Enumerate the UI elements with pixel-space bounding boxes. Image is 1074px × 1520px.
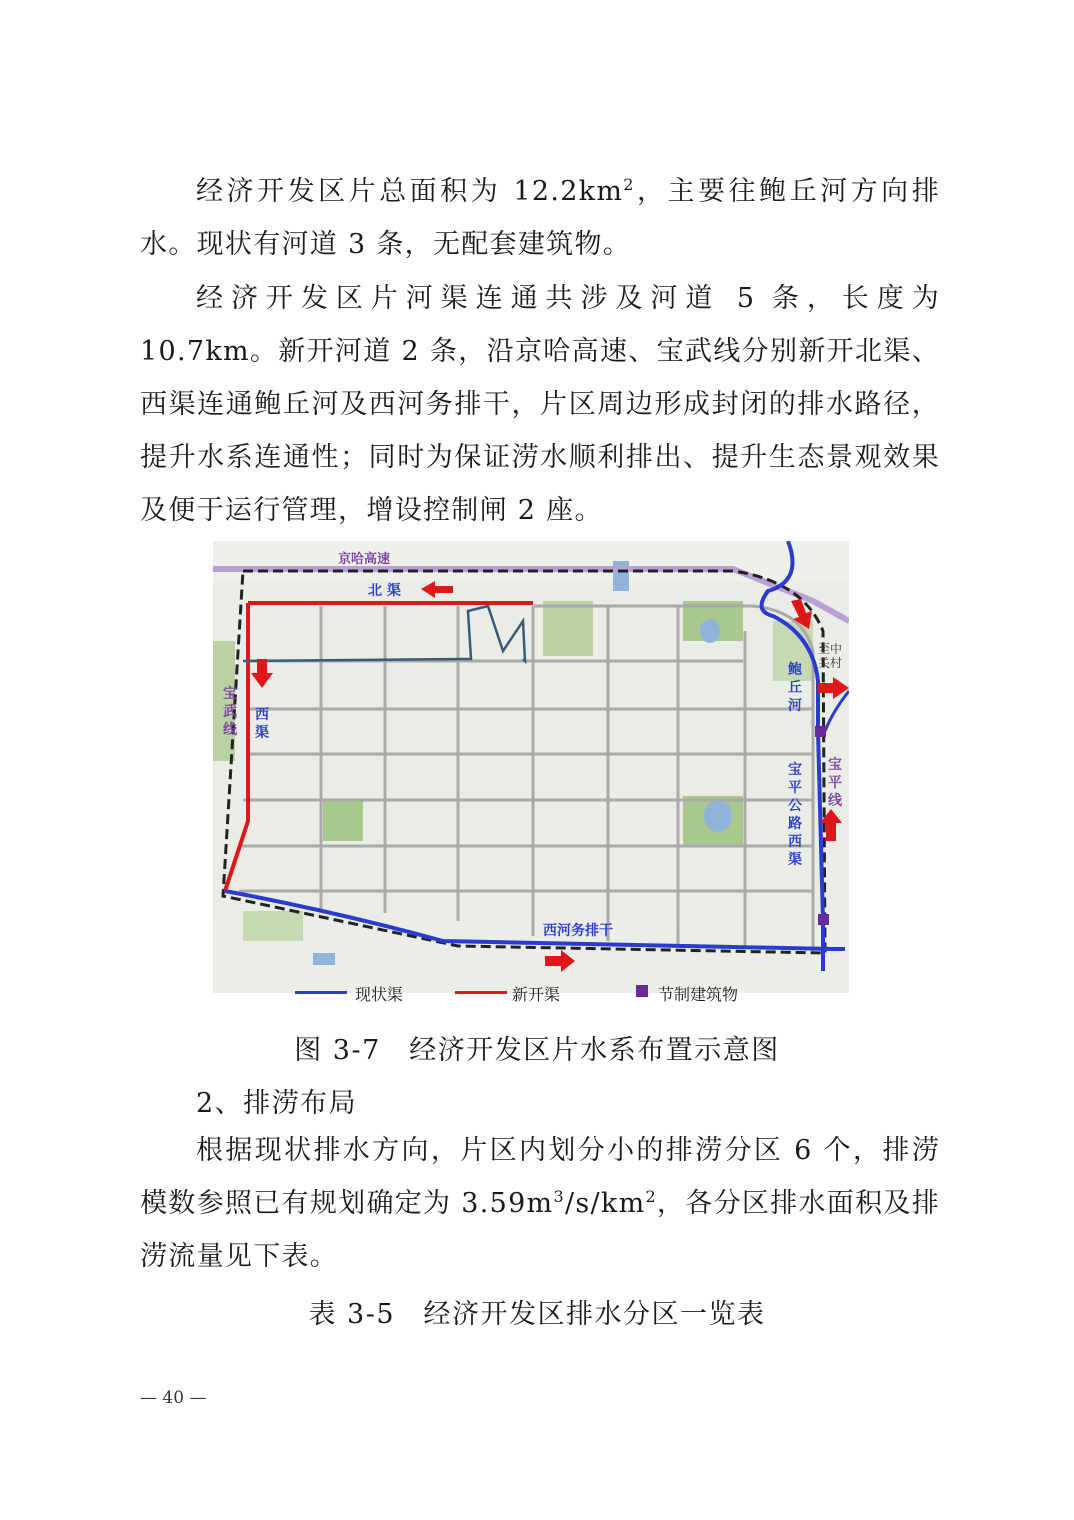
svg-text:线: 线 — [223, 722, 237, 738]
superscript: 2 — [623, 175, 635, 194]
paragraph-area-summary — [140, 165, 940, 271]
text-segment: 根据现状排水方向，片区内划分小的排涝分区 6 个，排涝模数参照已有规划确定为 3.59m — [140, 1135, 940, 1219]
control-structure-2 — [818, 914, 829, 925]
svg-text:线: 线 — [828, 793, 842, 809]
paragraph-river-connection: 经济开发区片河渠连通共涉及河道 5 条，长度为 10.7km。新开河道 2 条，沿京哈高速、宝武线分别新开北渠、西渠连通鲍丘河及西河务排干，片区周边形成封闭的排水路径，提升水系连通性；同时为保证涝水顺利排出、提升生态景观效果及便于运行管理，增设控制闸 2 座。 — [140, 283, 940, 526]
legend-existing-swatch — [295, 991, 347, 994]
label-baoping-line: 宝 — [828, 757, 842, 773]
svg-text:路: 路 — [788, 816, 802, 832]
label-baoping-west-canal: 宝 — [788, 762, 802, 778]
svg-text:平: 平 — [828, 775, 842, 791]
svg-text:河: 河 — [788, 698, 802, 714]
label-expressway: 京哈高速 — [338, 552, 391, 567]
svg-text:公: 公 — [788, 798, 802, 814]
text-segment: ，主要往鲍丘河方向排水。现状有河道 3 条，无配套建筑物。 — [140, 176, 941, 260]
page-number: — 40 — — [140, 1388, 207, 1408]
text-segment: ，各分区排水面积及排涝流量见下表。 — [140, 1188, 941, 1272]
text-segment: /s/km — [564, 1188, 646, 1219]
legend-structure-label: 节制建筑物 — [658, 985, 739, 1004]
legend-structure-swatch — [636, 985, 648, 997]
svg-text:丘: 丘 — [788, 680, 802, 696]
figure-caption: 图 3-7 经济开发区片水系布置示意图 — [294, 1035, 780, 1066]
control-structure-1 — [815, 726, 826, 737]
label-to-zhongguancun: 至中 — [818, 642, 843, 656]
superscript: 2 — [645, 1187, 657, 1206]
svg-text:平: 平 — [788, 780, 802, 796]
table-caption: 表 3-5 经济开发区排水分区一览表 — [308, 1299, 766, 1330]
svg-text:西: 西 — [788, 834, 802, 850]
legend-new-swatch — [455, 991, 507, 994]
svg-text:关村: 关村 — [818, 656, 843, 670]
label-baowu-line: 宝 — [223, 686, 237, 702]
legend-existing-label: 现状渠 — [355, 985, 404, 1004]
section-heading: 2、排涝布局 — [196, 1088, 358, 1119]
label-north-canal: 北 渠 — [368, 583, 401, 599]
paragraph-drainage-layout — [140, 1124, 940, 1283]
legend-new-label: 新开渠 — [512, 985, 561, 1004]
water-system-map — [213, 541, 849, 993]
label-xihewu-drain: 西河务排干 — [543, 923, 613, 939]
text-segment: 经济开发区片总面积为 12.2km — [196, 176, 624, 207]
label-baoqiu-river: 鲍 — [788, 662, 802, 678]
svg-text:渠: 渠 — [255, 725, 269, 741]
superscript: 3 — [553, 1187, 565, 1206]
label-west-canal: 西 — [255, 707, 269, 723]
svg-text:武: 武 — [223, 704, 237, 720]
svg-text:渠: 渠 — [788, 852, 802, 868]
